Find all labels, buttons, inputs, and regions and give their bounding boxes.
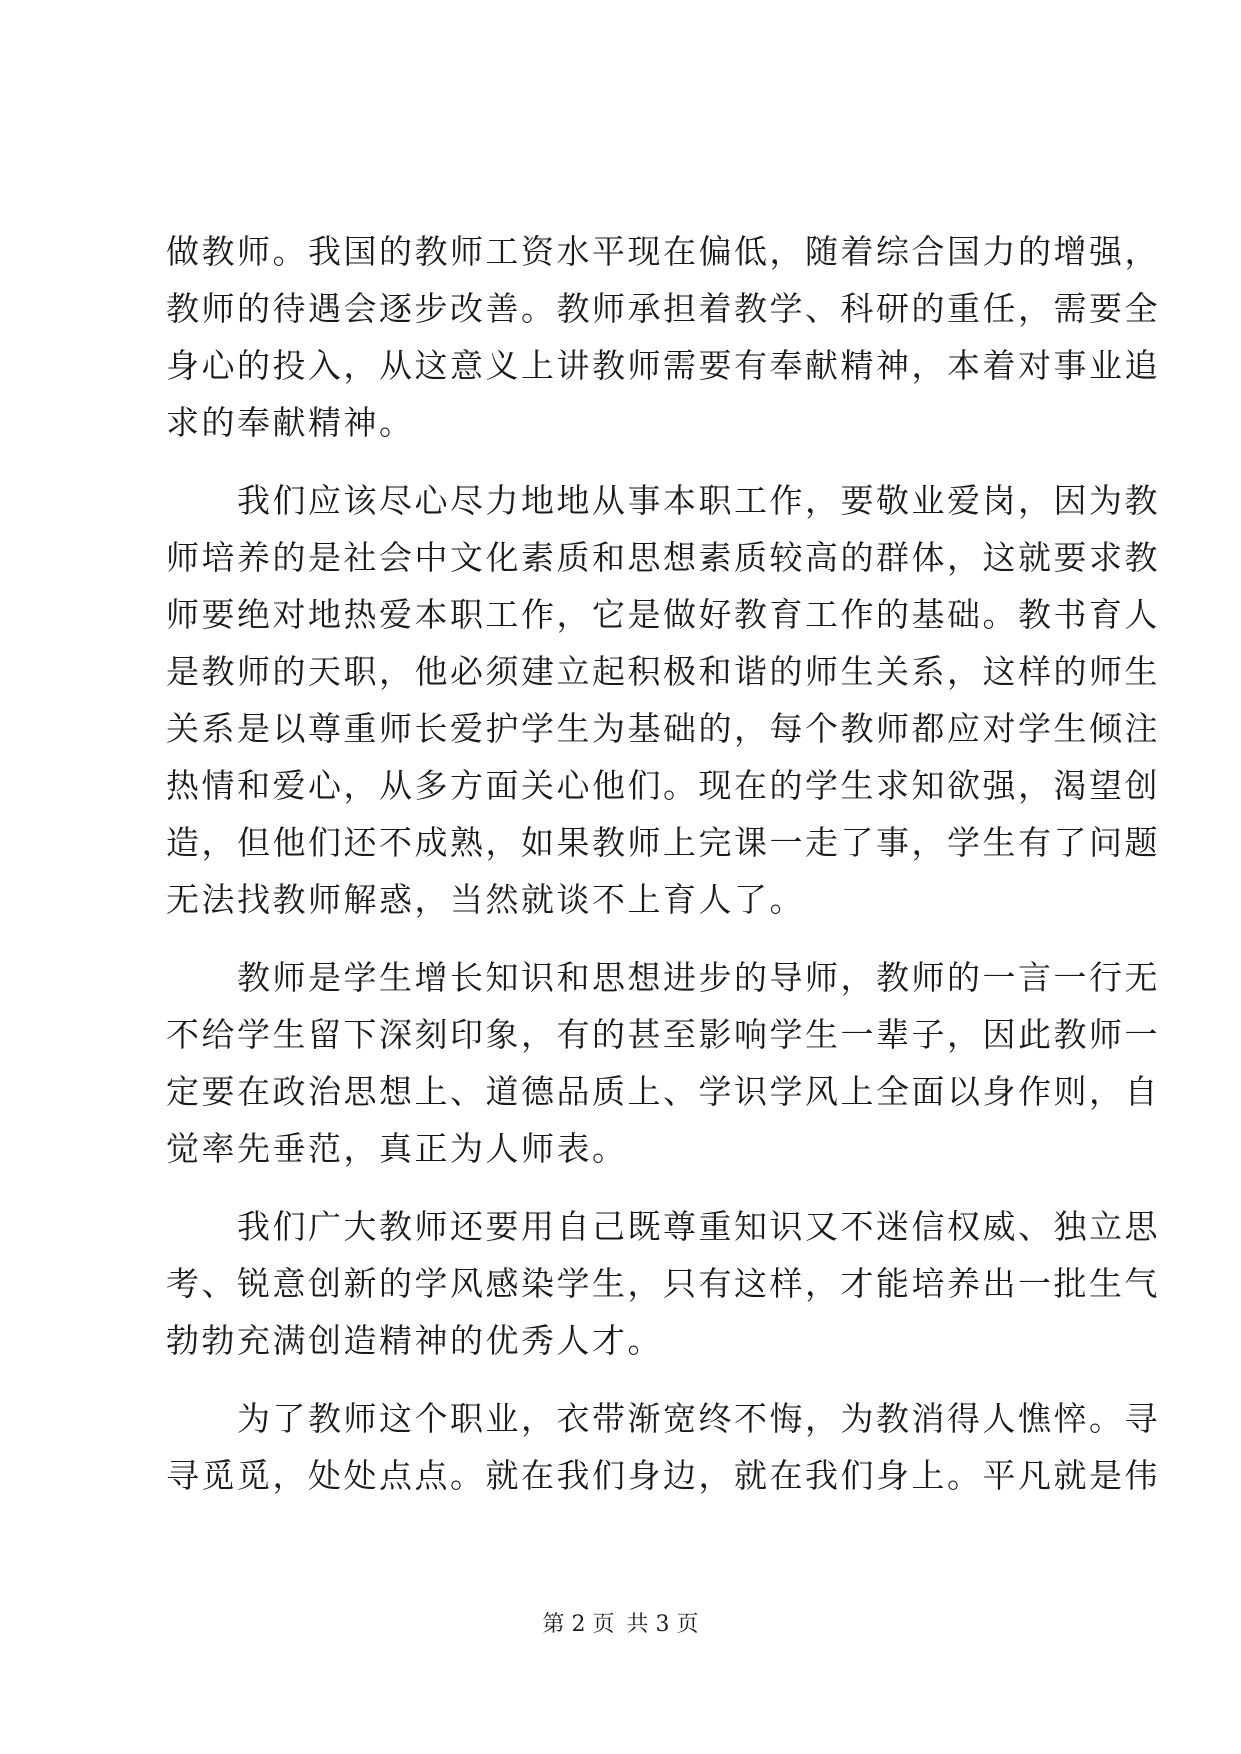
body-line-19: 勃勃充满创造精神的优秀人才。 [166, 1321, 663, 1360]
body-line-13: 教师是学生增长知识和思想进步的导师，教师的一言一行无 [166, 958, 1160, 997]
body-line-4: 求的奉献精神。 [166, 403, 415, 442]
body-line-7: 师要绝对地热爱本职工作，它是做好教育工作的基础。教书育人 [166, 595, 1160, 634]
body-line-16: 觉率先垂范，真正为人师表。 [166, 1129, 628, 1168]
body-line-3: 身心的投入，从这意义上讲教师需要有奉献精神，本着对事业追 [166, 346, 1160, 385]
body-line-9: 关系是以尊重师长爱护学生为基础的，每个教师都应对学生倾注 [166, 709, 1160, 748]
body-line-12: 无法找教师解惑，当然就谈不上育人了。 [166, 880, 805, 919]
page-number: 第 2 页 [542, 1612, 615, 1637]
body-line-8: 是教师的天职，他必须建立起积极和谐的师生关系，这样的师生 [166, 652, 1160, 691]
body-line-1: 做教师。我国的教师工资水平现在偏低，随着综合国力的增强， [166, 232, 1160, 271]
page-total: 共 3 页 [626, 1612, 699, 1637]
body-line-10: 热情和爱心，从多方面关心他们。现在的学生求知欲强，渴望创 [166, 766, 1160, 805]
body-line-20: 为了教师这个职业，衣带渐宽终不悔，为教消得人憔悴。寻 [166, 1399, 1160, 1438]
body-line-5: 我们应该尽心尽力地地从事本职工作，要敬业爱岗，因为教 [166, 481, 1160, 520]
body-line-6: 师培养的是社会中文化素质和思想素质较高的群体，这就要求教 [166, 538, 1160, 577]
body-line-14: 不给学生留下深刻印象，有的甚至影响学生一辈子，因此教师一 [166, 1015, 1160, 1054]
body-line-11: 造，但他们还不成熟，如果教师上完课一走了事，学生有了问题 [166, 823, 1160, 862]
body-line-17: 我们广大教师还要用自己既尊重知识又不迷信权威、独立思 [166, 1207, 1160, 1246]
body-line-18: 考、锐意创新的学风感染学生，只有这样，才能培养出一批生气 [166, 1264, 1160, 1303]
body-line-21: 寻觅觅，处处点点。就在我们身边，就在我们身上。平凡就是伟 [166, 1456, 1160, 1495]
page-footer [0, 1610, 1241, 1640]
body-line-2: 教师的待遇会逐步改善。教师承担着教学、科研的重任，需要全 [166, 289, 1160, 328]
body-line-15: 定要在政治思想上、道德品质上、学识学风上全面以身作则，自 [166, 1072, 1160, 1111]
